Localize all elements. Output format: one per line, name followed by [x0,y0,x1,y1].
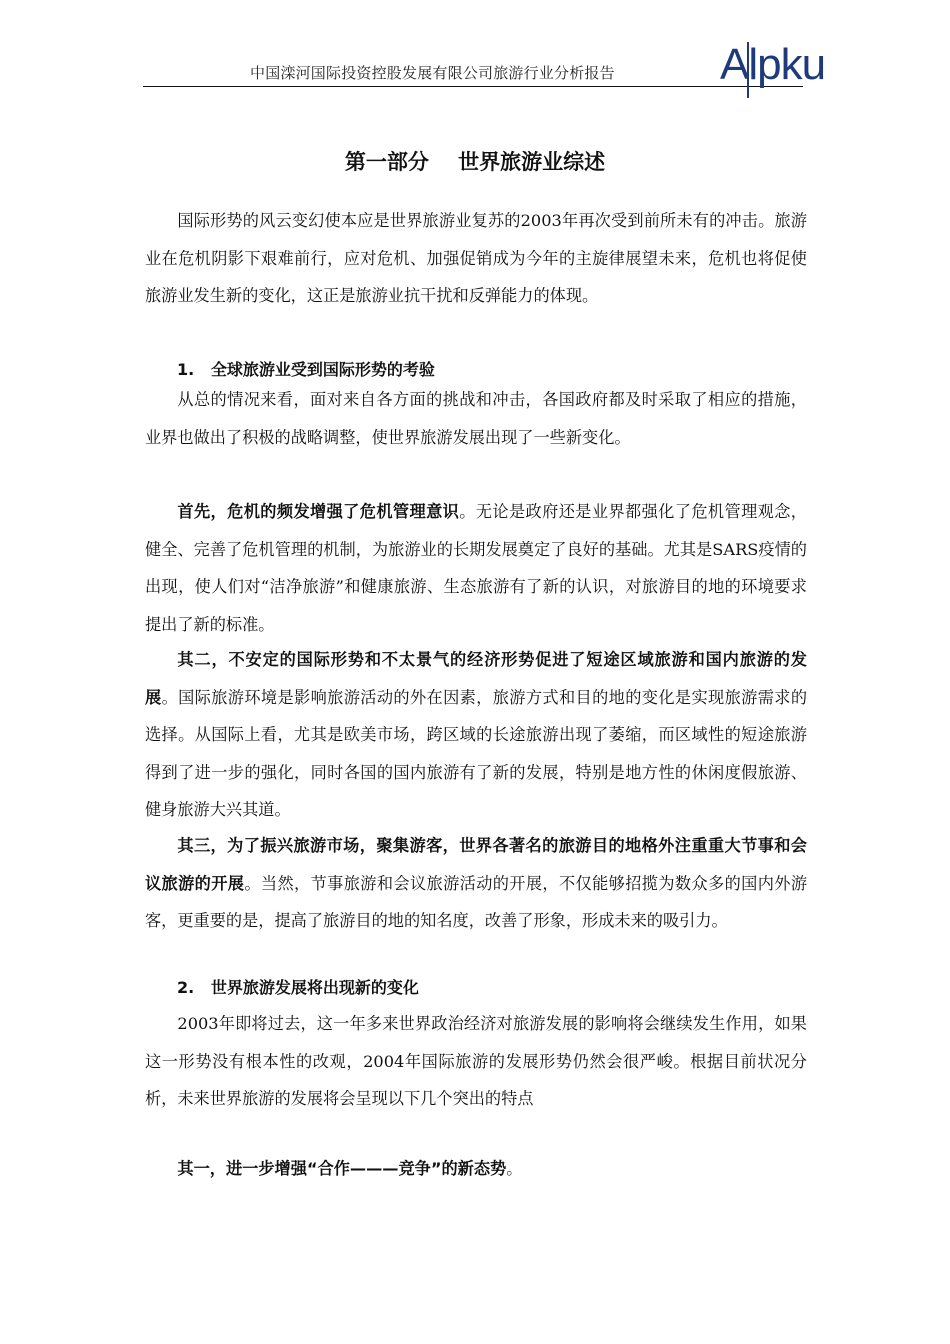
paragraph-second-point [145,641,807,829]
second-point-text: 。国际旅游环境是影响旅游活动的外在因素，旅游方式和目的地的变化是实现旅游需求的选择。从国际上看，尤其是欧美市场，跨区域的长途旅游出现了萎缩，而区域性的短途旅游得到了进一步的强化，同时各国的国内旅游有了新的发展，特别是地方性的休闲度假旅游、健身旅游大兴其道。 [145,687,808,819]
header-divider [143,86,803,87]
paragraph-fourth-point [145,1150,807,1188]
third-point-lead: 其三，为了振兴旅游市场，聚集游客，世界各著名的旅游目的地格外注重重大节事和会议旅游的开展 [145,836,807,893]
running-header: 中国滦河国际投资控股发展有限公司旅游行业分析报告 [250,64,615,82]
paragraph-section2 [145,1005,807,1118]
logo-text: Alpku [720,40,826,89]
paragraph-first-point [145,493,807,643]
fourth-point-text: 。 [506,1159,523,1178]
third-point-text: 。当然，节事旅游和会议旅游活动的开展，不仅能够招揽为数众多的国内外游客，更重要的是，提高了旅游目的地的知名度，改善了形象，形成未来的吸引力。 [145,873,808,930]
paragraph-section1-text: 从总的情况来看，面对来自各方面的挑战和冲击，各国政府都及时采取了相应的措施，业界也做出了积极的战略调整，使世界旅游发展出现了一些新变化。 [145,390,807,447]
paragraph-intro [145,202,807,315]
first-point-text: 。无论是政府还是业界都强化了危机管理观念，健全、完善了危机管理的机制，为旅游业的长期发展奠定了良好的基础。尤其是SARS疫情的出现，使人们对“洁净旅游”和健康旅游、生态旅游有了新的认识，对旅游目的地的环境要求提出了新的标准。 [145,502,807,634]
paragraph-section2-text: 2003年即将过去，这一年多来世界政治经济对旅游发展的影响将会继续发生作用，如果这一形势没有根本性的改观，2004年国际旅游的发展形势仍然会很严峻。根据目前状况分析，未来世界旅游的发展将会呈现以下几个突出的特点 [145,1014,807,1108]
section-heading-1: 1. 全球旅游业受到国际形势的考验 [177,360,435,379]
page-title: 第一部分 世界旅游业综述 [344,150,606,174]
company-logo [720,38,832,100]
first-point-lead: 首先，危机的频发增强了危机管理意识 [177,502,460,521]
paragraph-intro-text: 国际形势的风云变幻使本应是世界旅游业复苏的2003年再次受到前所未有的冲击。旅游业在危机阴影下艰难前行，应对危机、加强促销成为今年的主旋律展望未来，危机也将促使旅游业发生新的变化，这正是旅游业抗干扰和反弹能力的体现。 [145,211,807,305]
paragraph-section1 [145,381,807,456]
fourth-point-lead: 其一，进一步增强“合作———竞争”的新态势 [177,1159,507,1178]
section-heading-2: 2. 世界旅游发展将出现新的变化 [177,978,419,997]
second-point-lead: 其二，不安定的国际形势和不太景气的经济形势促进了短途区域旅游和国内旅游的发展 [145,650,807,707]
paragraph-third-point [145,827,807,940]
